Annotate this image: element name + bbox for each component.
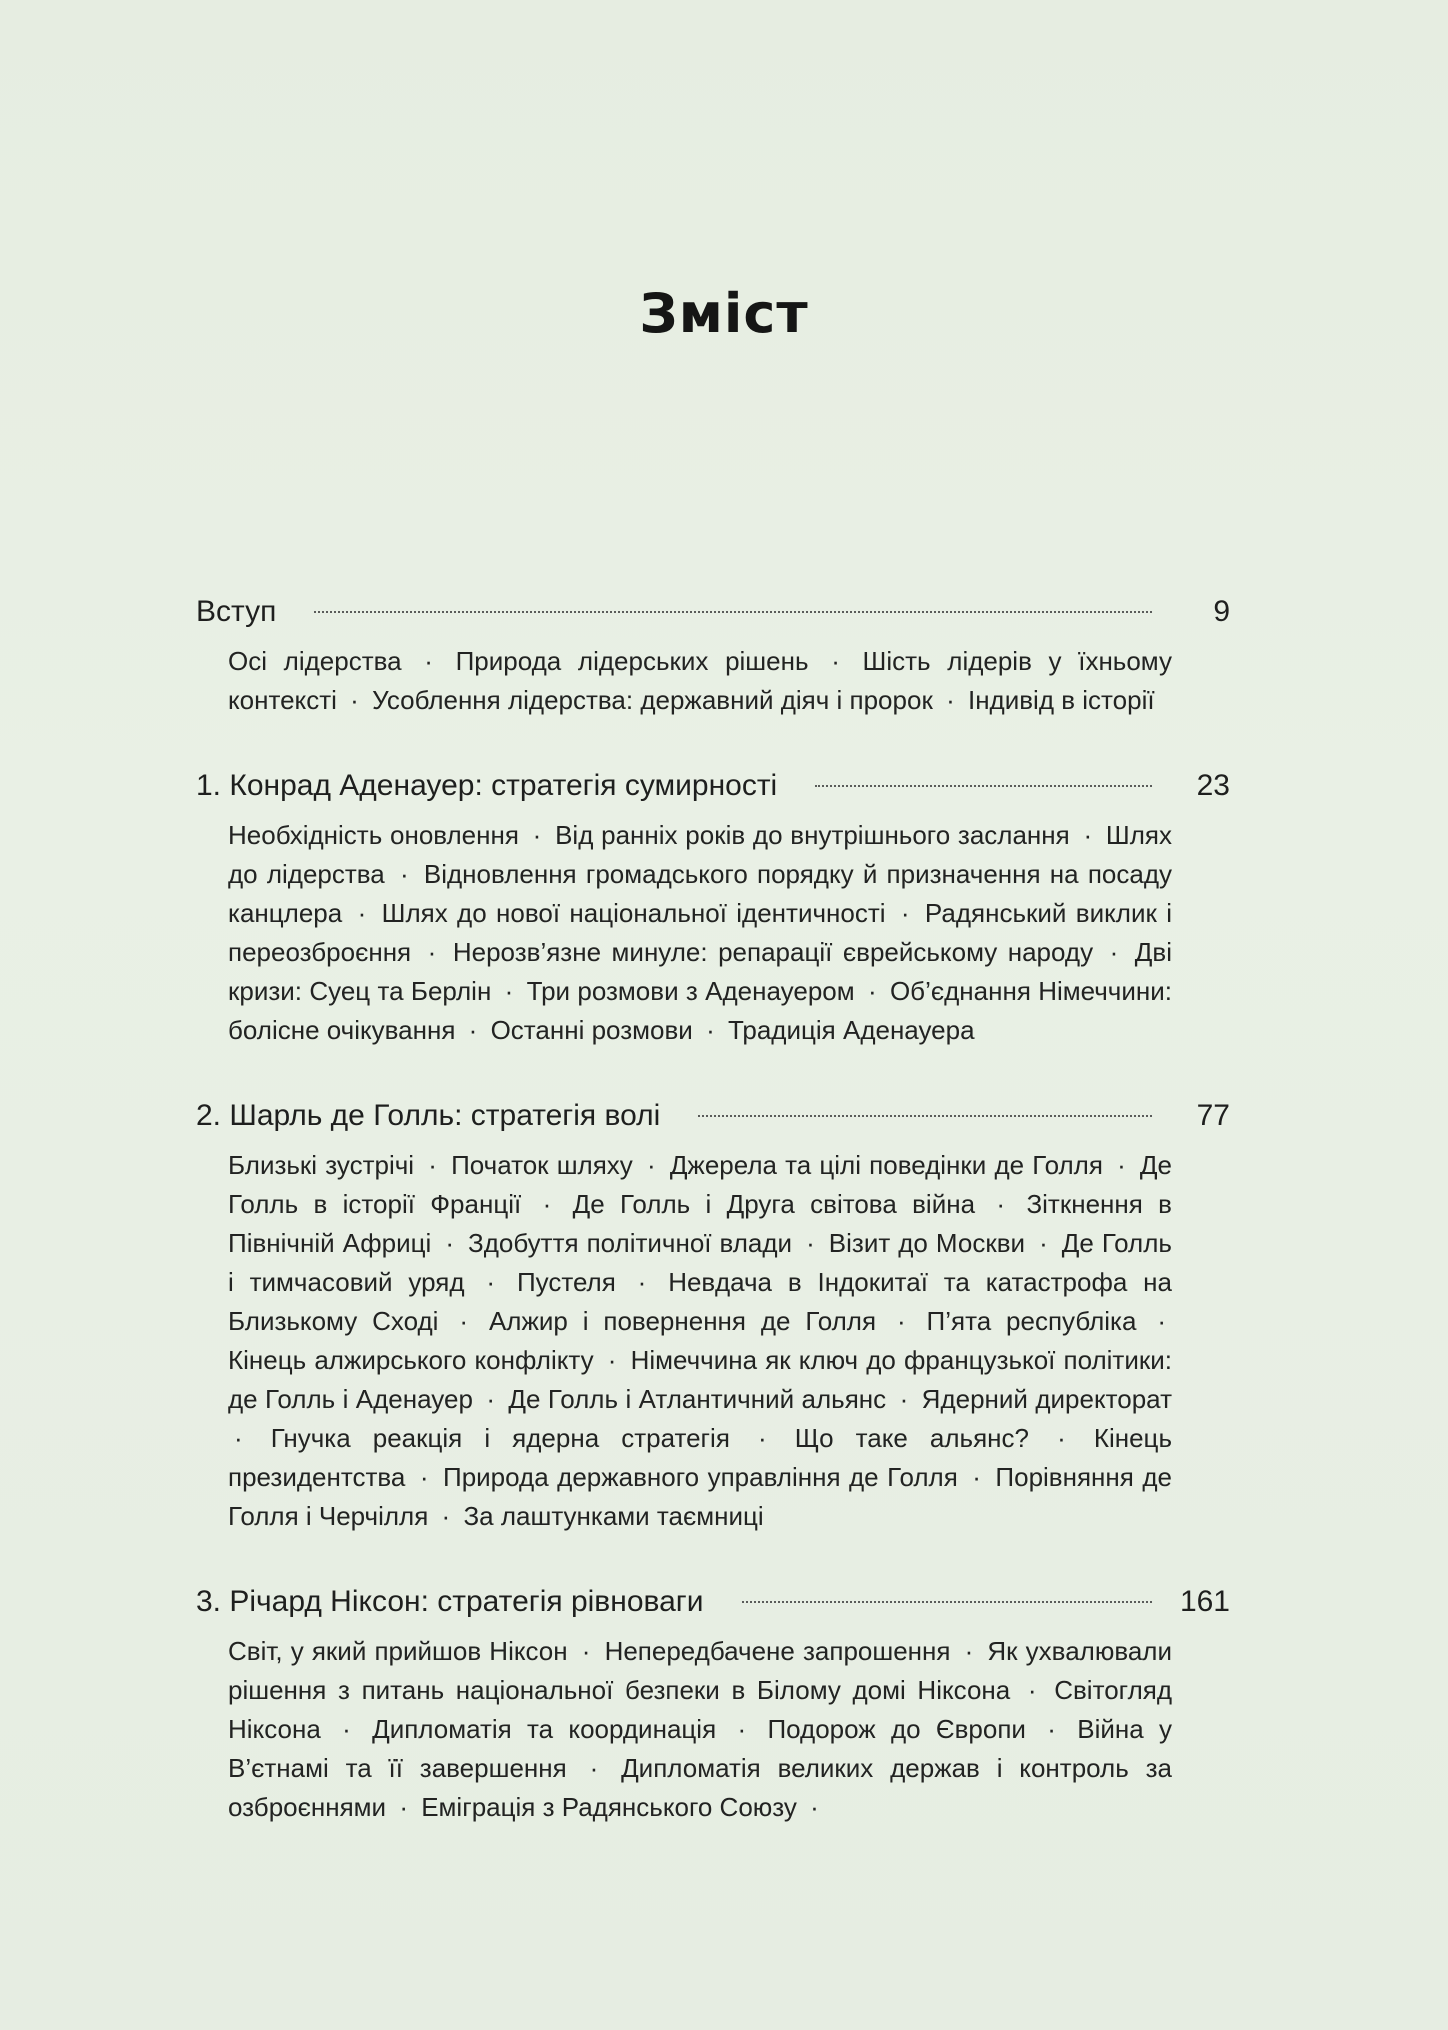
section-separator: · xyxy=(1057,1423,1066,1453)
section-title: Де Голль і Друга світова війна xyxy=(572,1189,976,1219)
section-separator: · xyxy=(1039,1228,1048,1258)
section-separator: · xyxy=(350,685,359,715)
section-list xyxy=(196,642,1230,720)
section-title: Кінець президентства xyxy=(228,1423,1172,1492)
chapter-number: 2. xyxy=(196,1099,230,1132)
section-title: Пустеля xyxy=(516,1267,616,1297)
section-separator: · xyxy=(806,1228,815,1258)
section-separator: · xyxy=(867,976,877,1006)
chapter-title: Річард Ніксон: стратегія рівноваги xyxy=(229,1585,704,1618)
section-title: Радянський виклик і переозброєння xyxy=(228,898,1172,967)
section-title: Зіткнення в Північній Африці xyxy=(228,1189,1172,1258)
section-separator: · xyxy=(964,1636,974,1666)
section-separator: · xyxy=(419,1462,429,1492)
toc-entry xyxy=(196,766,1230,1050)
section-separator: · xyxy=(445,1228,454,1258)
section-title: Дипломатія та координація xyxy=(372,1714,717,1744)
toc-entry-heading xyxy=(196,1582,1230,1622)
section-title: Порівняння де Голля і Черчілля xyxy=(228,1462,1172,1531)
section-separator: · xyxy=(234,1423,243,1453)
section-separator: · xyxy=(399,859,409,889)
page-number: 9 xyxy=(1213,595,1230,628)
section-title: Близькі зустрічі xyxy=(228,1150,415,1180)
section-separator: · xyxy=(899,1384,909,1414)
section-title: Необхідність оновлення xyxy=(228,820,519,850)
section-separator: · xyxy=(542,1189,552,1219)
section-title: Де Голль в історії Франції xyxy=(228,1150,1172,1219)
section-separator: · xyxy=(646,1150,656,1180)
toc-entry xyxy=(196,1096,1230,1536)
section-title: Еміграція з Радянського Союзу xyxy=(421,1792,797,1822)
section-separator: · xyxy=(810,1792,819,1822)
section-title: Кінець алжирського конфлікту xyxy=(228,1345,594,1375)
section-title: Світогляд Ніксона xyxy=(228,1675,1172,1744)
dot-leader xyxy=(698,1115,1152,1117)
section-title: Як ухвалювали рішення з питань національної безпеки в Білому домі Ніксона xyxy=(228,1636,1172,1705)
section-title: Подорож до Європи xyxy=(767,1714,1026,1744)
chapter-title: Шарль де Голль: стратегія волі xyxy=(229,1099,661,1132)
section-title: Німеччина як ключ до французької політики: де Голль і Аденауер xyxy=(228,1345,1172,1414)
chapter-title: Конрад Аденауер: стратегія сумирності xyxy=(229,769,778,802)
section-separator: · xyxy=(1117,1150,1126,1180)
section-title: Дві кризи: Суец та Берлін xyxy=(228,937,1172,1006)
chapter-number: 3. xyxy=(196,1585,230,1618)
section-separator: · xyxy=(424,646,433,676)
section-separator: · xyxy=(757,1423,767,1453)
section-separator: · xyxy=(1109,937,1119,967)
section-title: За лаштунками таємниці xyxy=(463,1501,764,1531)
section-separator: · xyxy=(737,1714,747,1744)
section-title: Відновлення громадського порядку й призначення на посаду канцлера xyxy=(228,859,1172,928)
chapter-title: Вступ xyxy=(196,595,277,628)
section-title: Дипломатія великих держав і контроль за озброєннями xyxy=(228,1753,1172,1822)
section-title: Шість лідерів у їхньому контексті xyxy=(228,646,1172,715)
section-title: П’ята республіка xyxy=(926,1306,1137,1336)
section-separator: · xyxy=(468,1015,478,1045)
section-separator: · xyxy=(946,685,955,715)
page-number: 23 xyxy=(1196,769,1230,802)
section-separator: · xyxy=(486,1384,495,1414)
section-title: Шлях до нової національної ідентичності xyxy=(381,898,886,928)
section-title: Початок шляху xyxy=(451,1150,633,1180)
section-separator: · xyxy=(1047,1714,1056,1744)
section-title: Алжир і повернення де Голля xyxy=(488,1306,877,1336)
section-title: Осі лідерства xyxy=(228,646,402,676)
section-title: Шлях до лідерства xyxy=(228,820,1172,889)
section-title: Останні розмови xyxy=(490,1015,693,1045)
section-list xyxy=(196,816,1230,1050)
section-separator: · xyxy=(831,646,840,676)
section-separator: · xyxy=(900,898,910,928)
section-separator: · xyxy=(504,976,514,1006)
section-title: Непередбачене запрошення xyxy=(604,1636,951,1666)
toc-entry xyxy=(196,1582,1230,1827)
section-title: Природа державного управління де Голля xyxy=(443,1462,958,1492)
toc-entry-heading xyxy=(196,1096,1230,1136)
section-title: Ядерний директорат xyxy=(921,1384,1172,1414)
section-title: Візит до Москви xyxy=(828,1228,1026,1258)
section-separator: · xyxy=(428,1150,437,1180)
section-separator: · xyxy=(607,1345,617,1375)
table-of-contents xyxy=(196,592,1230,1873)
section-separator: · xyxy=(427,937,437,967)
section-separator: · xyxy=(996,1189,1006,1219)
section-separator: · xyxy=(1157,1306,1167,1336)
section-title: Де Голль і Атлантичний альянс xyxy=(508,1384,887,1414)
section-separator: · xyxy=(1083,820,1093,850)
section-title: Індивід в історії xyxy=(967,685,1155,715)
section-separator: · xyxy=(972,1462,981,1492)
section-title: Гнучка реакція і ядерна стратегія xyxy=(270,1423,730,1453)
section-separator: · xyxy=(589,1753,599,1783)
section-separator: · xyxy=(399,1792,408,1822)
section-title: Невдача в Індокитаї та катастрофа на Близькому Сході xyxy=(228,1267,1172,1336)
section-separator: · xyxy=(342,1714,351,1744)
section-separator: · xyxy=(706,1015,715,1045)
section-separator: · xyxy=(581,1636,591,1666)
section-title: Три розмови з Аденауером xyxy=(526,976,855,1006)
dot-leader xyxy=(815,785,1152,787)
toc-entry-heading xyxy=(196,592,1230,632)
section-title: Джерела та цілі поведінки де Голля xyxy=(669,1150,1103,1180)
dot-leader xyxy=(742,1601,1153,1603)
dot-leader xyxy=(314,611,1152,613)
section-separator: · xyxy=(637,1267,647,1297)
section-separator: · xyxy=(896,1306,906,1336)
section-list xyxy=(196,1146,1230,1536)
section-list xyxy=(196,1632,1230,1827)
chapter-number: 1. xyxy=(196,769,230,802)
section-separator: · xyxy=(459,1306,469,1336)
section-separator: · xyxy=(357,898,367,928)
section-title: Об’єднання Німеччини: болісне очікування xyxy=(228,976,1172,1045)
section-separator: · xyxy=(1027,1675,1037,1705)
toc-entry xyxy=(196,592,1230,720)
section-title: Нерозв’язне минуле: репарації єврейському народу xyxy=(452,937,1094,967)
section-title: Традиція Аденауера xyxy=(727,1015,975,1045)
section-title: Де Голль і тимчасовий уряд xyxy=(228,1228,1172,1297)
section-title: Від ранніх років до внутрішнього заслання xyxy=(555,820,1070,850)
section-title: Світ, у який прийшов Ніксон xyxy=(228,1636,568,1666)
section-title: Усоблення лідерства: державний діяч і пророк xyxy=(372,685,933,715)
section-title: Що таке альянс? xyxy=(794,1423,1029,1453)
section-separator: · xyxy=(441,1501,451,1531)
page-number: 161 xyxy=(1179,1585,1230,1618)
section-title: Природа лідерських рішень xyxy=(455,646,809,676)
page-number: 77 xyxy=(1196,1099,1230,1132)
page-title: Зміст xyxy=(639,282,809,345)
section-title: Війна у В’єтнамі та її завершення xyxy=(228,1714,1172,1783)
toc-entry-heading xyxy=(196,766,1230,806)
section-title: Здобуття політичної влади xyxy=(468,1228,793,1258)
section-separator: · xyxy=(532,820,542,850)
section-separator: · xyxy=(486,1267,496,1297)
